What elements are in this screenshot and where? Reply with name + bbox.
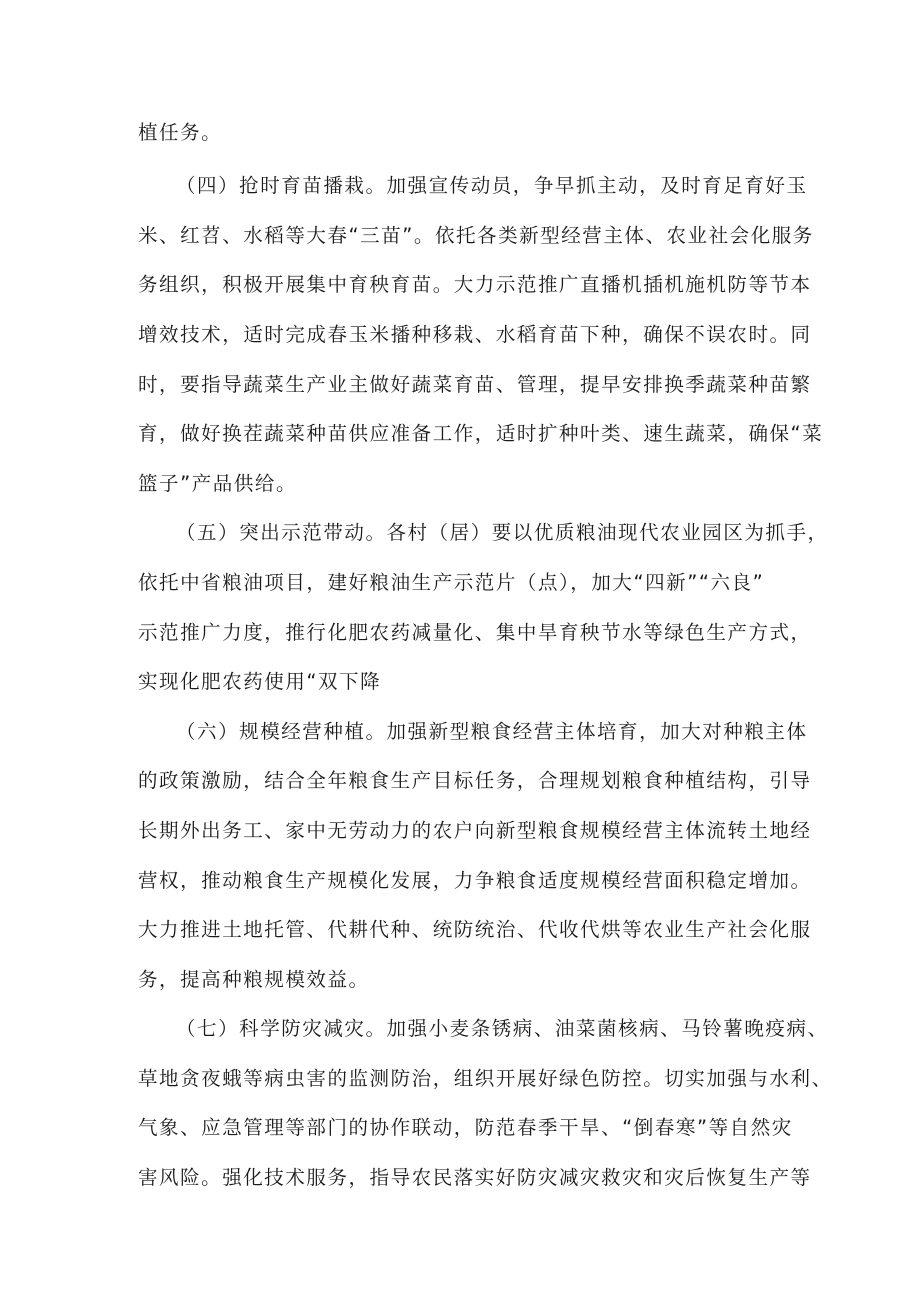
text-line: 大力推进土地托管、代耕代种、统防统治、代收代烘等农业生产社会化服: [138, 918, 812, 941]
text-line: 篮子”产品供给。: [138, 472, 298, 495]
section-heading-line: （五）突出示范带动。各村（居）要以优质粮油现代农业园区为抓手，: [176, 521, 829, 544]
section-heading-line: （四）抢时育苗播栽。加强宣传动员，争早抓主动，及时育足育好玉: [176, 174, 808, 197]
section-heading-line: （六）规模经营种植。加强新型粮食经营主体培育，加大对种粮主体: [176, 720, 808, 743]
text-line: 示范推广力度，推行化肥农药减量化、集中旱育秧节水等绿色生产方式，: [138, 621, 812, 644]
text-line: 米、红苕、水稻等大春“三苗”。依托各类新型经营主体、农业社会化服务: [138, 224, 814, 247]
text-line: 营权，推动粮食生产规模化发展，力争粮食适度规模经营面积稳定增加。: [138, 869, 812, 892]
text-line: 害风险。强化技术服务，指导农民落实好防灾减灾救灾和灾后恢复生产等: [138, 1166, 812, 1189]
text-line: 气象、应急管理等部门的协作联动，防范春季干旱、“倒春寒”等自然灾: [138, 1116, 793, 1139]
text-line: 务，提高种粮规模效益。: [138, 968, 370, 991]
text-line: 育，做好换茬蔬菜种苗供应准备工作，适时扩种叶类、速生蔬菜，确保“菜: [138, 422, 824, 445]
text-line: 实现化肥农药使用“双下降: [138, 670, 382, 693]
text-line: 植任务。: [138, 121, 223, 144]
text-line: 务组织，积极开展集中育秧育苗。大力示范推广直播机插机施机防等节本: [138, 273, 812, 296]
text-line: 时，要指导蔬菜生产业主做好蔬菜育苗、管理，提早安排换季蔬菜种苗繁: [138, 373, 812, 396]
text-line: 草地贪夜蛾等病虫害的监测防治，组织开展好绿色防控。切实加强与水利、: [138, 1067, 833, 1090]
text-line: 长期外出务工、家中无劳动力的农户向新型粮食规模经营主体流转土地经: [138, 819, 812, 842]
text-line: 增效技术，适时完成春玉米播种移栽、水稻育苗下种，确保不误农时。同: [138, 323, 812, 346]
section-heading-line: （七）科学防灾减灾。加强小麦条锈病、油菜菌核病、马铃薯晚疫病、: [176, 1017, 829, 1040]
text-line: 依托中省粮油项目，建好粮油生产示范片（点），加大“四新”“六良”: [138, 571, 765, 594]
text-line: 的政策激励，结合全年粮食生产目标任务，合理规划粮食种植结构，引导: [138, 769, 812, 792]
